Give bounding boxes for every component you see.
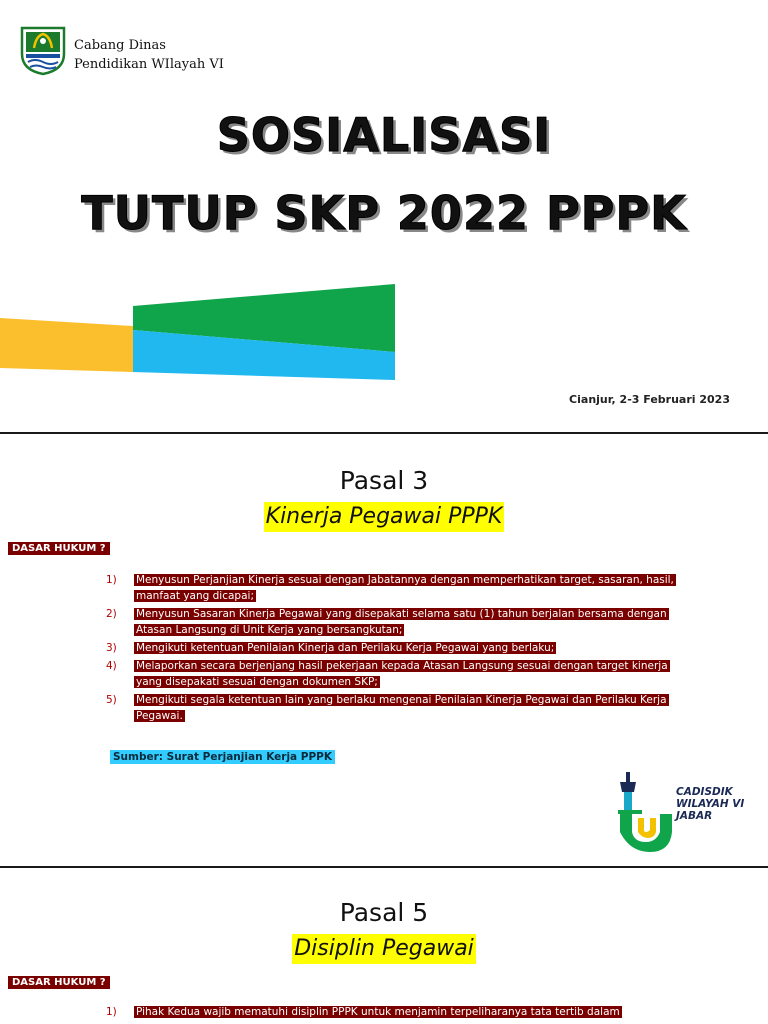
logo-text-line1: CADISDIK xyxy=(676,786,733,798)
yellow-band xyxy=(0,318,133,372)
dasar-hukum-label: DASAR HUKUM ? xyxy=(8,542,110,555)
list-item xyxy=(106,1004,686,1020)
main-title-line1: SOSIALISASI xyxy=(216,108,552,162)
color-band-graphic xyxy=(0,280,400,380)
logo-text-line3: JABAR xyxy=(676,810,713,822)
main-title-line2: TUTUP SKP 2022 PPPK xyxy=(81,186,687,240)
item-text: Menyusun Perjanjian Kinerja sesuai dengan Jabatannya dengan memperhatikan target, sasaran, hasil, manfaat yang dicapai; xyxy=(136,574,674,602)
slide-subtitle: Kinerja Pegawai PPPK xyxy=(264,502,505,532)
item-number: 4) xyxy=(106,660,117,672)
item-text: Pihak Kedua wajib mematuhi disiplin PPPK untuk menjamin terpeliharanya tata tertib dalam xyxy=(136,1006,620,1018)
item-number: 1) xyxy=(106,574,117,586)
source-note: Sumber: Surat Perjanjian Kerja PPPK xyxy=(110,750,335,764)
item-number: 2) xyxy=(106,608,117,620)
item-text: Melaporkan secara berjenjang hasil pekerjaan kepada Atasan Langsung sesuai dengan target kinerja yang disepakati sesuai dengan dokumen SKP; xyxy=(136,660,668,688)
slide-heading: Pasal 5 xyxy=(339,898,429,927)
title-slide xyxy=(0,0,768,432)
item-number: 3) xyxy=(106,642,117,654)
item-text: Mengikuti ketentuan Penilaian Kinerja dan Perilaku Kerja Pegawai yang berlaku; xyxy=(136,642,555,654)
event-date: Cianjur, 2-3 Februari 2023 xyxy=(569,393,730,406)
list-item xyxy=(106,572,686,604)
organization-name xyxy=(74,36,224,74)
list-item xyxy=(106,606,686,638)
slide-subtitle: Disiplin Pegawai xyxy=(292,934,476,964)
obligation-list xyxy=(106,572,686,726)
cadisdik-logo-text xyxy=(676,786,744,822)
item-text: Mengikuti segala ketentuan lain yang berlaku mengenai Penilaian Kinerja Pegawai dan Perilaku Kerja Pegawai. xyxy=(136,694,667,722)
org-name-line2: Pendidikan WIlayah VI xyxy=(74,57,224,72)
item-number: 5) xyxy=(106,694,117,706)
org-name-line1: Cabang Dinas xyxy=(74,38,166,53)
subtitle-wrap xyxy=(0,934,768,964)
item-number: 1) xyxy=(106,1006,117,1018)
pasal-3-slide xyxy=(0,434,768,866)
west-java-emblem-icon xyxy=(18,24,68,76)
item-text: Menyusun Sasaran Kinerja Pegawai yang disepakati selama satu (1) tahun berjalan bersama dengan Atasan Langsung di Unit Kerja yang bersangkutan; xyxy=(136,608,667,636)
list-item xyxy=(106,692,686,724)
dasar-hukum-label: DASAR HUKUM ? xyxy=(8,976,110,989)
subtitle-wrap xyxy=(0,502,768,532)
obligation-list xyxy=(106,1004,686,1022)
list-item xyxy=(106,658,686,690)
slide-heading: Pasal 3 xyxy=(339,466,429,495)
pasal-5-slide xyxy=(0,868,768,1024)
list-item xyxy=(106,640,686,656)
logo-text-line2: WILAYAH VI xyxy=(676,798,745,810)
